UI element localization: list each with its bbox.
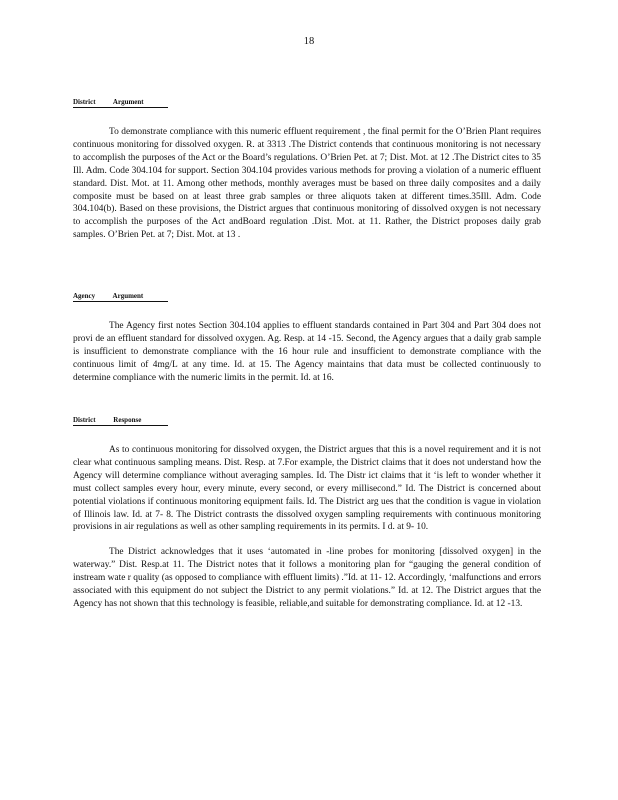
paragraph: The District acknowledges that it uses ‘automated in -line probes for monitoring [dissolved oxygen] in the waterway.” Dist. Resp.at 11. The District notes that it follows a monitoring plan for “gauging the general condition of instream wate r quality (as opposed to compliance with effluent limits) .”Id. at 11- 12. Accordingly, ‘malfunctions and errors associated with this equipment do not subject the District to any permit violations.” Id. at 12. The District argues that the Agency has not shown that this technology is feasible, reliable,and suitable for demonstrating compliance. Id. at 12 -13. bbox=[73, 547, 541, 609]
section-district-argument bbox=[73, 91, 541, 242]
paragraph: The Agency first notes Section 304.104 applies to effluent standards contained in Part 304 and Part 304 does not provi de an effluent standard for dissolved oxygen. Ag. Resp. at 14 -15. Second, the Agency argues that a daily grab sample is insufficient to demonstrate compliance with the 16 hour rule and insufficient to demonstrate compliance with the continuous limit of 4mg/L at any time. Id. at 15. The Agency maintains that data must be collected continuously to determine compliance with the numeric limits in the permit. Id. at 16. bbox=[73, 321, 541, 383]
section-heading: District Response bbox=[73, 416, 168, 426]
section-agency-argument bbox=[73, 285, 541, 385]
section-heading: Agency Argument bbox=[73, 292, 168, 302]
paragraph: To demonstrate compliance with this numeric effluent requirement , the final permit for the O’Brien Plant requires continuous monitoring for dissolved oxygen. R. at 3313 .The District contends that continuous monitoring is not necessary to accomplish the purposes of the Act or the Board’s regulations. O’Brien Pet. at 7; Dist. Mot. at 12 .The District cites to 35 Ill. Adm. Code 304.104 for support. Section 304.104 provides various methods for proving a violation of a numeric effluent standard. Dist. Mot. at 11. Among other methods, monthly averages must be based on three daily composites and a daily composite must be based on at least three grab samples or three aliquots taken at different times.35Ill. Adm. Code 304.104(b). Based on these provisions, the District argues that continuous monitoring of dissolved oxygen is not necessary to accomplish the purposes of the Act andBoard regulation .Dist. Mot. at 11. Rather, the District proposes daily grab samples. O’Brien Pet. at 7; Dist. Mot. at 13 . bbox=[73, 127, 541, 241]
section-heading: District Argument bbox=[73, 98, 168, 108]
section-district-response bbox=[73, 409, 541, 611]
page-number: 18 bbox=[303, 36, 315, 47]
paragraph: As to continuous monitoring for dissolved oxygen, the District argues that this is a novel requirement and it is not clear what continuous sampling means. Dist. Resp. at 7.For example, the District claims that it does not understand how the Agency will determine compliance without averaging samples. Id. The Distr ict claims that it ‘is left to wonder whether it must collect samples every hour, every minute, every second, or every millisecond.” Id. The District is concerned about potential violations if continuous monitoring equipment fails. Id. The District arg ues that the condition is vague in violation of Illinois law. Id. at 7- 8. The District contrasts the dissolved oxygen sampling requirements with continuous monitoring provisions in air regulations as well as other sampling requirements in its permits. I d. at 9- 10. bbox=[73, 445, 541, 533]
